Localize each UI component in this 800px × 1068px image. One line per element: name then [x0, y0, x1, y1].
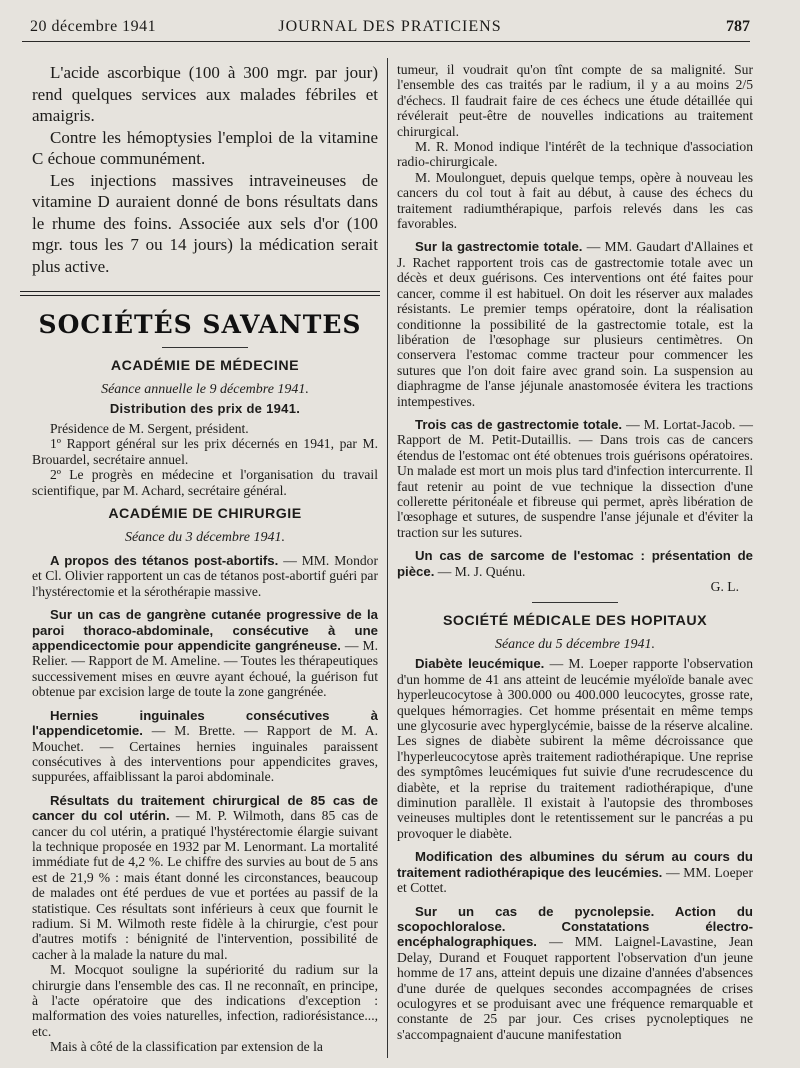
- article: [397, 904, 753, 1043]
- article: [397, 656, 753, 841]
- article-text: — M. P. Wilmoth, dans 85 cas de cancer du col utérin, a pratiqué l'hystérectomie élargie suivant la technique proposée en 1932 par M. Lenormant. La mortalité immédiate fut de 4,2 %. Le chiffre des survies au bout de 5 ans est de 21,9 % : mais étant donné les circonstances, beaucoup de malades ont été perdues de vue et portées au passif de la statistique. Ces résultats sont inférieurs à ceux que fournit le radium. Si M. Wilmoth reste fidèle à la chirurgie, c'est pour d'autres motifs : bénignité de l'intervention, possibilité de cacher à la malade la nature du mal.: [32, 808, 379, 962]
- session-date: Séance du 3 décembre 1941.: [124, 530, 286, 546]
- article-lead: Résultats du traitement chirurgical de 85 cas de cancer du col utérin.: [32, 792, 378, 824]
- article-lead: Diabète leucémique.: [415, 656, 545, 672]
- session-date: Séance du 5 décembre 1941.: [494, 637, 656, 653]
- section-title: SOCIÉTÉS SAVANTES: [38, 310, 362, 339]
- article-text: — MM. Loeper et Cottet.: [397, 864, 753, 896]
- intro-text: [32, 62, 378, 277]
- paragraph: L'acide ascorbique (100 à 300 mgr. par jour) rend quelques services aux malades fébriles et amaigris.: [32, 63, 378, 125]
- article-lead: Trois cas de gastrectomie totale.: [415, 416, 623, 432]
- article: [397, 417, 753, 540]
- paragraph: M. Mocquot souligne la supériorité du radium sur la chirurgie dans l'ensemble des cas. Il ne reconnaît, en principe, à l'acte opératoire que des indications d'exception : malformation des voies naturelles, infection, radiorésistance..., etc.: [32, 962, 378, 1039]
- article-lead: Modification des albumines du sérum au cours du traitement radiothérapique des leucémies.: [397, 849, 753, 880]
- page-header: [30, 14, 750, 40]
- article-text: — MM. Laignel-Lavastine, Jean Delay, Durand et Fouquet rapportent l'observation d'un jeune homme de 17 ans, atteint depuis une dizaine d'années d'absences d'une durée de quelques secondes accompagnées de crises oculogyres et se produisant avec une fréquence remarquable et constante de 25 par jour. Ces crises pycnoleptiques ne s'accompagnaient d'aucune manifestation: [397, 934, 753, 1042]
- right-column: [397, 62, 753, 1042]
- society-title: SOCIÉTÉ MÉDICALE DES HOPITAUX: [442, 613, 708, 630]
- article: [32, 708, 378, 785]
- short-rule: [162, 347, 248, 348]
- article: [397, 548, 753, 579]
- article-text: — MM. Gaudart d'Allaines et J. Rachet rapportent trois cas de gastrectomie totale avec un décès et deux guérisons. Ces interventions ont été faites pour cancer, comme il est habituel. On doit les réserver aux malades résistants. Le premier temps opératoire, dont la réalisation conditionne la possibilité de la gastrectomie totale, est la libération de l'œsophage sur plusieurs centimètres. On conservera l'estomac comme tracteur pour commencer les sutures que l'on doit faire avec grand soin. La suspension au diaphragme de l'anse jéjunale anastomosée évitera les tractions intempestives.: [397, 239, 753, 409]
- article-lead: Sur un cas de pycnolepsie. Action du scopochloralose. Constatations électro-encéphalographiques.: [397, 903, 753, 950]
- paragraph: Présidence de M. Sergent, président.: [50, 421, 249, 436]
- article: [32, 607, 378, 699]
- short-rule: [532, 602, 618, 603]
- academy-title: ACADÉMIE DE MÉDECINE: [110, 358, 300, 374]
- paragraph: M. R. Monod indique l'intérêt de la technique d'association radio-chirurgicale.: [397, 139, 753, 170]
- paragraph: 2º Le progrès en médecine et l'organisation du travail scientifique, par M. Achard, secrétaire général.: [32, 467, 378, 498]
- article-text: — M. Relier. — Rapport de M. Ameline. — Toutes les thérapeutiques successivement mises en œuvre ayant échoué, la guérison fut obtenue par excision large de toute la zone gangrénée.: [32, 638, 378, 700]
- article-lead: Hernies inguinales consécutives à l'appendicetomie.: [32, 707, 378, 739]
- paragraph: 1º Rapport général sur les prix décernés en 1941, par M. Brouardel, secrétaire annuel.: [32, 436, 378, 467]
- article-lead: A propos des tétanos post-abortifs.: [50, 553, 279, 569]
- article: [32, 553, 378, 599]
- paragraph: Les injections massives intraveineuses de vitamine D auraient donné de bons résultats dans le rhume des foins. Associée aux sels d'or (100 mgr. tous les 7 ou 14 jours) la médication serait plus active.: [32, 170, 378, 276]
- section-rule: [20, 291, 380, 296]
- article-text: — M. Brette. — Rapport de M. A. Mouchet. — Certaines hernies inguinales paraissent consécutives à des interventions pour appendicites graves, suppurées, affaiblissant la paroi abdominale.: [32, 723, 378, 785]
- article-text: — MM. Mondor et Cl. Olivier rapportent un cas de tétanos post-abortif guéri par l'hystérectomie et la sérothérapie massive.: [32, 553, 378, 599]
- article-lead: Un cas de sarcome de l'estomac : présentation de pièce.: [397, 548, 753, 579]
- article: [397, 849, 753, 895]
- author-signature: G. L.: [710, 579, 739, 594]
- header-rule: [22, 41, 750, 42]
- article-text: — M. J. Quénu.: [434, 563, 526, 579]
- column-divider: [387, 58, 388, 1058]
- article-text: — M. Lortat-Jacob. — Rapport de M. Petit-Dutaillis. — Dans trois cas de cancers étendus de l'estomac ont été obtenues trois guérisons opératoires. Un malade est mort un mois plus tard d'infection intercurrente. Il faut retenir au point de vue technique la dissection d'une collerette péritonéale et fibreuse qui permet, après libération de l'œsophage et sutures, de suspendre l'anse jéjunale et d'éviter la traction sur les sutures.: [397, 416, 753, 540]
- article: [397, 239, 753, 408]
- subheading: Distribution des prix de 1941.: [109, 401, 301, 416]
- article: [32, 793, 378, 962]
- paragraph: Contre les hémoptysies l'emploi de la vitamine C échoue communément.: [32, 127, 378, 168]
- session-date: Séance annuelle le 9 décembre 1941.: [101, 382, 309, 397]
- header-date: 20 décembre 1941: [30, 18, 157, 35]
- journal-title: JOURNAL DES PRATICIENS: [278, 18, 502, 35]
- paragraph: M. Moulonguet, depuis quelque temps, opère à nouveau les cancers du col tout à fait au début, à cause des échecs du traitement radiumthérapique, parfois relevés dans les cas favorables.: [397, 169, 753, 232]
- page-number: 787: [726, 18, 750, 35]
- paragraph: tumeur, il voudrait qu'on tînt compte de sa malignité. Sur l'ensemble des cas traités par le radium, il y a au moins 2/5 d'échecs. Il faudrait faire de ces échecs une étude détaillée qui révélerait peut-être de nouvelles indications au traitement chirurgical.: [397, 62, 753, 139]
- article-text: — M. Loeper rapporte l'observation d'un homme de 41 ans atteint de leucémie myéloïde banale avec hyperleucocytose à 300.000 ou 400.000 leucocytes, grosse rate, quelques hémorragies. Cet homme présentait en même temps une glycosurie avec hyperglycémie, baisse de la réserve alcaline. Les signes de diabète subirent la même décroissance que l'hyperleucocytose après traitement radiothérapique. Une reprise des symptômes leucémiques fut suivie d'une recrudescence du diabète, et la reprise du traitement radiothérapique, d'une diminution parallèle. Il existait à l'autopsie des thromboses veineuses multiples dont le retentissement sur le pancréas a pu provoquer le diabète.: [397, 656, 753, 841]
- left-column: [32, 62, 378, 1055]
- article-lead: Sur un cas de gangrène cutanée progressive de la paroi thoraco-abdominale, consécutive à une appendicectomie pour appendicite gangréneuse.: [32, 607, 378, 654]
- paragraph: Mais à côté de la classification par extension de la: [50, 1039, 323, 1055]
- academy-title: ACADÉMIE DE CHIRURGIE: [108, 506, 302, 523]
- article-lead: Sur la gastrectomie totale.: [415, 239, 583, 255]
